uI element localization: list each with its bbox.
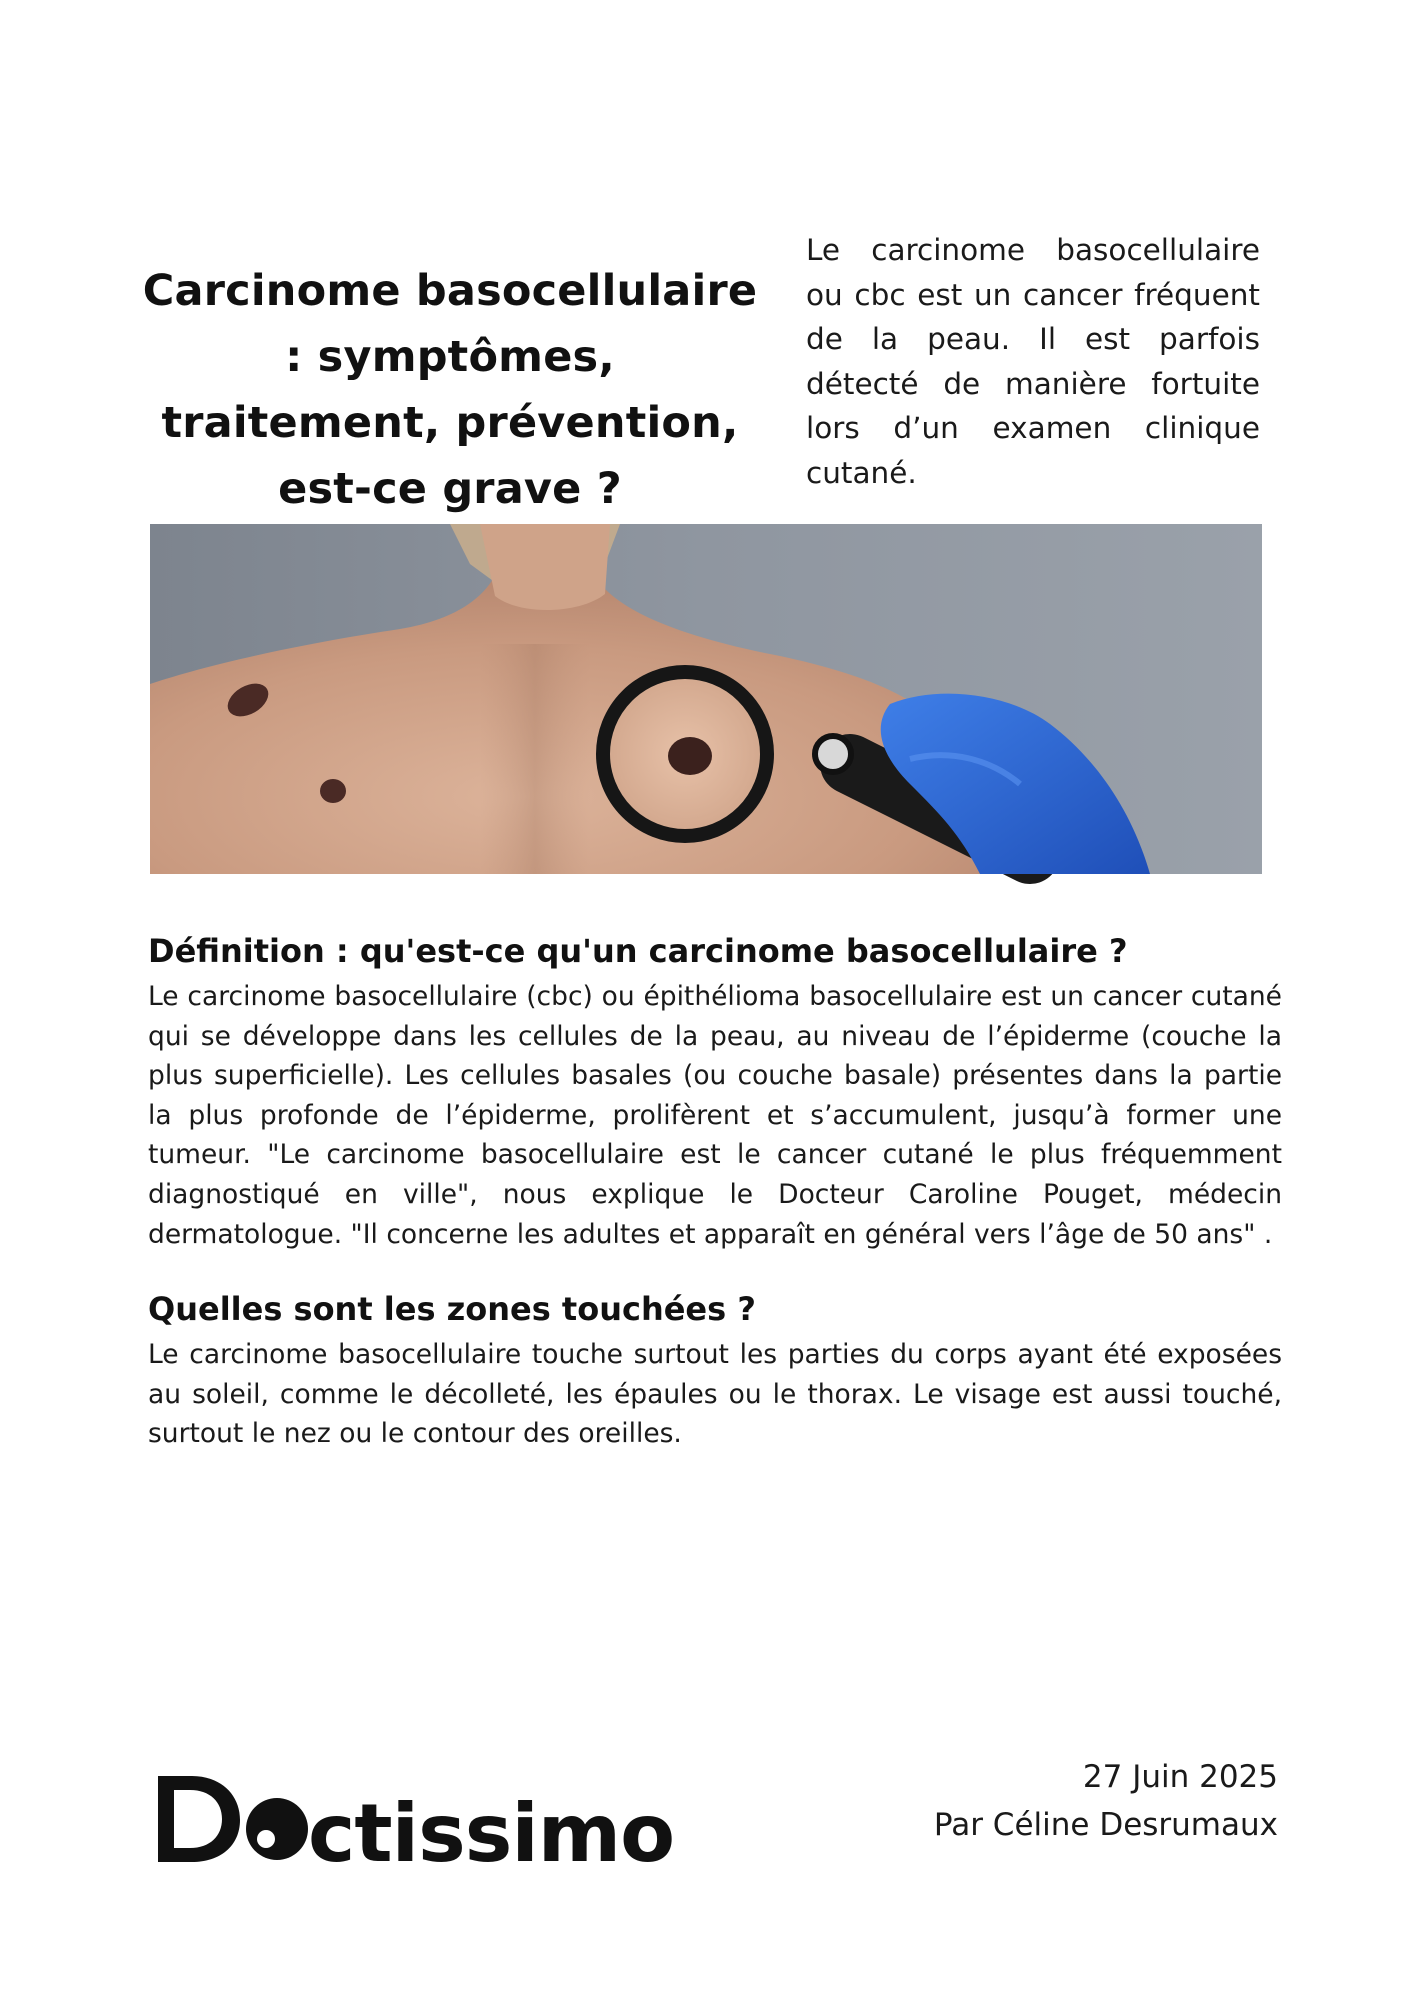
article-meta: [934, 1753, 1278, 1849]
section-body-zones: Le carcinome basocellulaire touche surtout les parties du corps ayant été exposées au soleil, comme le décolleté, les épaules ou le thorax. Le visage est aussi touché, surtout le nez ou le contour des oreilles.: [148, 1339, 1282, 1450]
hero-image: [150, 524, 1262, 874]
section-heading-definition: Définition : qu'est-ce qu'un carcinome basocellulaire ?: [148, 932, 1128, 970]
section-heading-zones: Quelles sont les zones touchées ?: [148, 1290, 756, 1328]
skin-check-photo: [150, 524, 1262, 874]
article-intro: Le carcinome basocellulaire ou cbc est un cancer fréquent de la peau. Il est parfois détecté de manière fortuite lors d’un examen clinique cutané.: [806, 233, 1260, 490]
svg-text:ctissimo: ctissimo: [308, 1787, 675, 1880]
doctissimo-logo: [156, 1764, 675, 1880]
section-body-definition: Le carcinome basocellulaire (cbc) ou épithélioma basocellulaire est un cancer cutané qui se développe dans les cellules de la peau, au niveau de l’épiderme (couche la plus superficielle). Les cellules basales (ou couche basale) présentes dans la partie la plus profonde de l’épiderme, prolifèrent et s’accumulent, jusqu’à former une tumeur. "Le carcinome basocellulaire est le cancer cutané le plus fréquemment diagnostiqué en ville", nous explique le Docteur Caroline Pouget, médecin dermatologue. "Il concerne les adultes et apparaît en général vers l’âge de 50 ans" .: [148, 981, 1282, 1250]
article-title: Carcinome basocellulaire : symptômes, traitement, prévention, est-ce grave ?: [142, 266, 758, 514]
author-byline: Par Céline Desrumaux: [933, 1807, 1278, 1843]
publish-date: 27 Juin 2025: [1082, 1759, 1278, 1795]
